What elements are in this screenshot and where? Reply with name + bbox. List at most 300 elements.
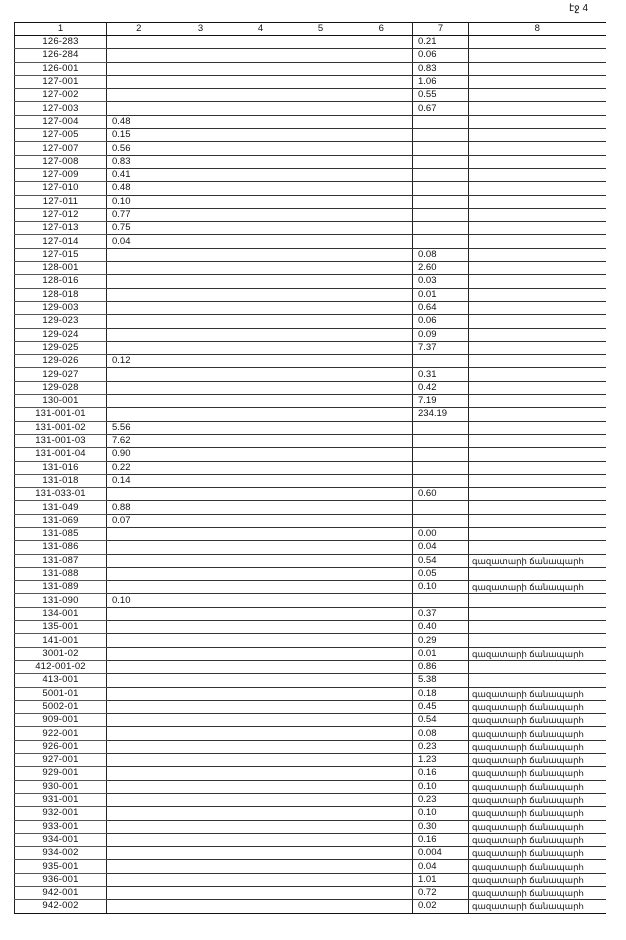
column-3-cell (171, 541, 231, 554)
column-3-cell (171, 341, 231, 354)
table-row (15, 301, 606, 314)
column-7-value-cell: 1.01 (413, 873, 469, 886)
table-row (15, 501, 606, 514)
parcel-code-cell: 127-013 (15, 222, 107, 235)
column-2-value-cell: 0.10 (107, 195, 171, 208)
column-2-value-cell (107, 75, 171, 88)
column-4-cell (231, 501, 291, 514)
parcel-code-cell: 127-005 (15, 129, 107, 142)
column-3-cell (171, 807, 231, 820)
parcel-code-cell: 131-085 (15, 527, 107, 540)
column-7-value-cell: 0.86 (413, 660, 469, 673)
parcel-code-cell: 127-011 (15, 195, 107, 208)
column-7-value-cell: 0.45 (413, 700, 469, 713)
column-6-cell (351, 594, 413, 607)
column-4-cell (231, 634, 291, 647)
parcel-code-cell: 931-001 (15, 793, 107, 806)
column-header-8: 8 (469, 23, 606, 36)
column-3-cell (171, 461, 231, 474)
column-6-cell (351, 461, 413, 474)
note-cell: գազատարի ճանապարհ (469, 820, 606, 833)
column-7-value-cell: 234.19 (413, 408, 469, 421)
column-3-cell (171, 514, 231, 527)
column-5-cell (291, 634, 351, 647)
column-2-value-cell (107, 275, 171, 288)
column-7-value-cell: 0.54 (413, 714, 469, 727)
column-6-cell (351, 235, 413, 248)
column-2-value-cell (107, 767, 171, 780)
column-7-value-cell (413, 235, 469, 248)
table-row (15, 448, 606, 461)
column-5-cell (291, 248, 351, 261)
column-header-3: 3 (171, 23, 231, 36)
column-7-value-cell (413, 461, 469, 474)
table-row (15, 49, 606, 62)
column-4-cell (231, 49, 291, 62)
parcel-code-cell: 935-001 (15, 860, 107, 873)
column-2-value-cell (107, 341, 171, 354)
table-row (15, 647, 606, 660)
parcel-code-cell: 126-001 (15, 62, 107, 75)
table-row (15, 621, 606, 634)
column-5-cell (291, 847, 351, 860)
parcel-code-cell: 933-001 (15, 820, 107, 833)
column-4-cell (231, 262, 291, 275)
column-2-value-cell (107, 488, 171, 501)
table-row (15, 182, 606, 195)
column-6-cell (351, 714, 413, 727)
column-3-cell (171, 594, 231, 607)
column-7-value-cell: 0.30 (413, 820, 469, 833)
note-cell: գազատարի ճանապարհ (469, 647, 606, 660)
column-6-cell (351, 301, 413, 314)
column-7-value-cell: 0.23 (413, 793, 469, 806)
column-5-cell (291, 900, 351, 913)
column-5-cell (291, 594, 351, 607)
column-4-cell (231, 740, 291, 753)
table-row (15, 235, 606, 248)
column-3-cell (171, 275, 231, 288)
column-7-value-cell: 0.02 (413, 900, 469, 913)
column-6-cell (351, 621, 413, 634)
column-3-cell (171, 262, 231, 275)
column-7-value-cell (413, 355, 469, 368)
parcel-code-cell: 934-002 (15, 847, 107, 860)
column-3-cell (171, 115, 231, 128)
column-4-cell (231, 554, 291, 567)
column-3-cell (171, 647, 231, 660)
table-row (15, 807, 606, 820)
column-5-cell (291, 89, 351, 102)
parcel-code-cell: 927-001 (15, 754, 107, 767)
column-4-cell (231, 168, 291, 181)
table-row (15, 634, 606, 647)
note-cell (469, 634, 606, 647)
table-row (15, 288, 606, 301)
column-2-value-cell: 0.14 (107, 474, 171, 487)
note-cell (469, 395, 606, 408)
column-4-cell (231, 647, 291, 660)
note-cell: գազատարի ճանապարհ (469, 900, 606, 913)
column-6-cell (351, 780, 413, 793)
table-row (15, 115, 606, 128)
column-5-cell (291, 687, 351, 700)
column-6-cell (351, 687, 413, 700)
column-7-value-cell: 0.06 (413, 49, 469, 62)
parcel-code-cell: 930-001 (15, 780, 107, 793)
column-5-cell (291, 222, 351, 235)
note-cell: գազատարի ճանապարհ (469, 873, 606, 886)
parcel-code-cell: 5001-01 (15, 687, 107, 700)
column-2-value-cell (107, 262, 171, 275)
table-row (15, 275, 606, 288)
column-5-cell (291, 381, 351, 394)
column-7-value-cell: 0.01 (413, 288, 469, 301)
column-4-cell (231, 660, 291, 673)
column-6-cell (351, 222, 413, 235)
note-cell (469, 368, 606, 381)
column-3-cell (171, 754, 231, 767)
column-3-cell (171, 820, 231, 833)
note-cell (469, 129, 606, 142)
column-6-cell (351, 155, 413, 168)
column-6-cell (351, 75, 413, 88)
table-row (15, 355, 606, 368)
column-3-cell (171, 488, 231, 501)
column-6-cell (351, 36, 413, 49)
column-2-value-cell: 0.77 (107, 208, 171, 221)
note-cell (469, 434, 606, 447)
column-6-cell (351, 341, 413, 354)
note-cell (469, 514, 606, 527)
parcel-code-cell: 130-001 (15, 395, 107, 408)
column-6-cell (351, 581, 413, 594)
column-6-cell (351, 634, 413, 647)
column-5-cell (291, 474, 351, 487)
column-6-cell (351, 793, 413, 806)
column-4-cell (231, 793, 291, 806)
table-row (15, 687, 606, 700)
column-3-cell (171, 501, 231, 514)
parcel-code-cell: 129-003 (15, 301, 107, 314)
note-cell (469, 461, 606, 474)
column-6-cell (351, 754, 413, 767)
note-cell (469, 301, 606, 314)
column-7-value-cell: 0.67 (413, 102, 469, 115)
note-cell (469, 62, 606, 75)
parcel-code-cell: 129-024 (15, 328, 107, 341)
column-2-value-cell (107, 700, 171, 713)
column-2-value-cell (107, 820, 171, 833)
column-7-value-cell: 0.10 (413, 780, 469, 793)
column-5-cell (291, 820, 351, 833)
column-6-cell (351, 368, 413, 381)
column-3-cell (171, 368, 231, 381)
parcel-code-cell: 126-283 (15, 36, 107, 49)
column-7-value-cell (413, 142, 469, 155)
column-6-cell (351, 408, 413, 421)
column-2-value-cell (107, 527, 171, 540)
column-3-cell (171, 222, 231, 235)
column-7-value-cell (413, 115, 469, 128)
column-4-cell (231, 381, 291, 394)
note-cell (469, 182, 606, 195)
note-cell: գազատարի ճանապարհ (469, 700, 606, 713)
column-5-cell (291, 395, 351, 408)
column-2-value-cell (107, 887, 171, 900)
column-3-cell (171, 873, 231, 886)
column-7-value-cell (413, 195, 469, 208)
column-6-cell (351, 660, 413, 673)
parcel-code-cell: 131-001-03 (15, 434, 107, 447)
parcel-code-cell: 127-012 (15, 208, 107, 221)
column-5-cell (291, 408, 351, 421)
column-2-value-cell (107, 634, 171, 647)
table-row (15, 208, 606, 221)
column-3-cell (171, 660, 231, 673)
column-7-value-cell (413, 514, 469, 527)
column-2-value-cell (107, 754, 171, 767)
column-7-value-cell: 0.16 (413, 833, 469, 846)
table-row (15, 368, 606, 381)
table-row (15, 514, 606, 527)
parcel-code-cell: 131-033-01 (15, 488, 107, 501)
column-2-value-cell (107, 740, 171, 753)
column-7-value-cell: 0.08 (413, 248, 469, 261)
column-5-cell (291, 581, 351, 594)
column-3-cell (171, 700, 231, 713)
note-cell (469, 75, 606, 88)
table-row (15, 248, 606, 261)
column-2-value-cell (107, 647, 171, 660)
column-2-value-cell: 0.22 (107, 461, 171, 474)
column-4-cell (231, 754, 291, 767)
column-3-cell (171, 62, 231, 75)
note-cell: գազատարի ճանապարհ (469, 754, 606, 767)
parcel-code-cell: 129-027 (15, 368, 107, 381)
column-6-cell (351, 62, 413, 75)
column-5-cell (291, 700, 351, 713)
column-2-value-cell (107, 860, 171, 873)
column-7-value-cell: 0.31 (413, 368, 469, 381)
parcel-code-cell: 909-001 (15, 714, 107, 727)
column-5-cell (291, 607, 351, 620)
parcel-code-cell: 131-016 (15, 461, 107, 474)
column-6-cell (351, 115, 413, 128)
column-5-cell (291, 780, 351, 793)
column-7-value-cell: 7.37 (413, 341, 469, 354)
column-6-cell (351, 168, 413, 181)
column-3-cell (171, 421, 231, 434)
column-2-value-cell (107, 581, 171, 594)
column-4-cell (231, 208, 291, 221)
column-2-value-cell (107, 727, 171, 740)
column-4-cell (231, 368, 291, 381)
column-2-value-cell (107, 554, 171, 567)
column-5-cell (291, 315, 351, 328)
column-2-value-cell (107, 793, 171, 806)
column-4-cell (231, 341, 291, 354)
column-5-cell (291, 714, 351, 727)
table-row (15, 474, 606, 487)
column-4-cell (231, 182, 291, 195)
table-row (15, 860, 606, 873)
column-2-value-cell: 0.41 (107, 168, 171, 181)
parcel-code-cell: 932-001 (15, 807, 107, 820)
column-5-cell (291, 301, 351, 314)
column-7-value-cell: 0.04 (413, 860, 469, 873)
note-cell (469, 222, 606, 235)
table-row (15, 527, 606, 540)
column-3-cell (171, 195, 231, 208)
note-cell: գազատարի ճանապարհ (469, 833, 606, 846)
note-cell (469, 355, 606, 368)
parcel-code-cell: 131-049 (15, 501, 107, 514)
column-header-7: 7 (413, 23, 469, 36)
column-2-value-cell (107, 714, 171, 727)
column-7-value-cell: 0.10 (413, 581, 469, 594)
table-row (15, 754, 606, 767)
parcel-code-cell: 129-028 (15, 381, 107, 394)
column-7-value-cell: 0.16 (413, 767, 469, 780)
column-5-cell (291, 527, 351, 540)
column-4-cell (231, 36, 291, 49)
column-4-cell (231, 448, 291, 461)
table-row (15, 700, 606, 713)
column-3-cell (171, 740, 231, 753)
column-6-cell (351, 700, 413, 713)
column-6-cell (351, 541, 413, 554)
column-3-cell (171, 434, 231, 447)
column-6-cell (351, 887, 413, 900)
column-6-cell (351, 142, 413, 155)
column-2-value-cell (107, 873, 171, 886)
column-2-value-cell (107, 607, 171, 620)
parcel-code-cell: 926-001 (15, 740, 107, 753)
table-row (15, 195, 606, 208)
column-3-cell (171, 355, 231, 368)
column-4-cell (231, 527, 291, 540)
parcel-code-cell: 412-001-02 (15, 660, 107, 673)
parcel-code-cell: 3001-02 (15, 647, 107, 660)
column-4-cell (231, 288, 291, 301)
parcel-code-cell: 922-001 (15, 727, 107, 740)
note-cell (469, 381, 606, 394)
column-3-cell (171, 554, 231, 567)
column-2-value-cell: 0.10 (107, 594, 171, 607)
column-2-value-cell (107, 687, 171, 700)
table-row (15, 780, 606, 793)
column-2-value-cell: 0.12 (107, 355, 171, 368)
column-3-cell (171, 607, 231, 620)
table-row (15, 461, 606, 474)
table-row (15, 341, 606, 354)
column-2-value-cell (107, 315, 171, 328)
note-cell (469, 195, 606, 208)
column-6-cell (351, 740, 413, 753)
column-2-value-cell (107, 328, 171, 341)
column-6-cell (351, 833, 413, 846)
parcel-code-cell: 936-001 (15, 873, 107, 886)
column-4-cell (231, 434, 291, 447)
column-6-cell (351, 262, 413, 275)
table-row (15, 674, 606, 687)
column-5-cell (291, 262, 351, 275)
column-5-cell (291, 860, 351, 873)
column-2-value-cell (107, 102, 171, 115)
column-4-cell (231, 395, 291, 408)
column-5-cell (291, 155, 351, 168)
column-5-cell (291, 514, 351, 527)
column-3-cell (171, 780, 231, 793)
column-3-cell (171, 727, 231, 740)
column-header-4: 4 (231, 23, 291, 36)
column-3-cell (171, 315, 231, 328)
column-4-cell (231, 315, 291, 328)
table-row (15, 434, 606, 447)
column-4-cell (231, 474, 291, 487)
column-4-cell (231, 607, 291, 620)
parcel-code-cell: 131-090 (15, 594, 107, 607)
table-row (15, 607, 606, 620)
column-5-cell (291, 647, 351, 660)
parcel-code-cell: 5002-01 (15, 700, 107, 713)
parcel-code-cell: 127-002 (15, 89, 107, 102)
column-3-cell (171, 833, 231, 846)
column-5-cell (291, 355, 351, 368)
table-row (15, 262, 606, 275)
column-3-cell (171, 900, 231, 913)
column-7-value-cell (413, 208, 469, 221)
table-row (15, 740, 606, 753)
column-4-cell (231, 75, 291, 88)
table-row (15, 727, 606, 740)
column-7-value-cell: 2.60 (413, 262, 469, 275)
parcel-code-cell: 129-023 (15, 315, 107, 328)
column-6-cell (351, 102, 413, 115)
parcel-code-cell: 127-010 (15, 182, 107, 195)
table-row (15, 142, 606, 155)
column-6-cell (351, 182, 413, 195)
column-7-value-cell: 0.03 (413, 275, 469, 288)
column-2-value-cell (107, 395, 171, 408)
column-3-cell (171, 527, 231, 540)
column-7-value-cell (413, 129, 469, 142)
column-7-value-cell (413, 448, 469, 461)
column-3-cell (171, 208, 231, 221)
column-5-cell (291, 182, 351, 195)
column-4-cell (231, 248, 291, 261)
note-cell (469, 248, 606, 261)
column-6-cell (351, 474, 413, 487)
column-3-cell (171, 89, 231, 102)
column-3-cell (171, 793, 231, 806)
table-row (15, 541, 606, 554)
column-2-value-cell: 0.04 (107, 235, 171, 248)
column-7-value-cell: 0.09 (413, 328, 469, 341)
column-3-cell (171, 248, 231, 261)
column-6-cell (351, 873, 413, 886)
column-5-cell (291, 448, 351, 461)
column-4-cell (231, 129, 291, 142)
column-4-cell (231, 687, 291, 700)
column-2-value-cell (107, 49, 171, 62)
column-2-value-cell (107, 89, 171, 102)
column-4-cell (231, 900, 291, 913)
column-5-cell (291, 288, 351, 301)
column-4-cell (231, 461, 291, 474)
column-5-cell (291, 740, 351, 753)
